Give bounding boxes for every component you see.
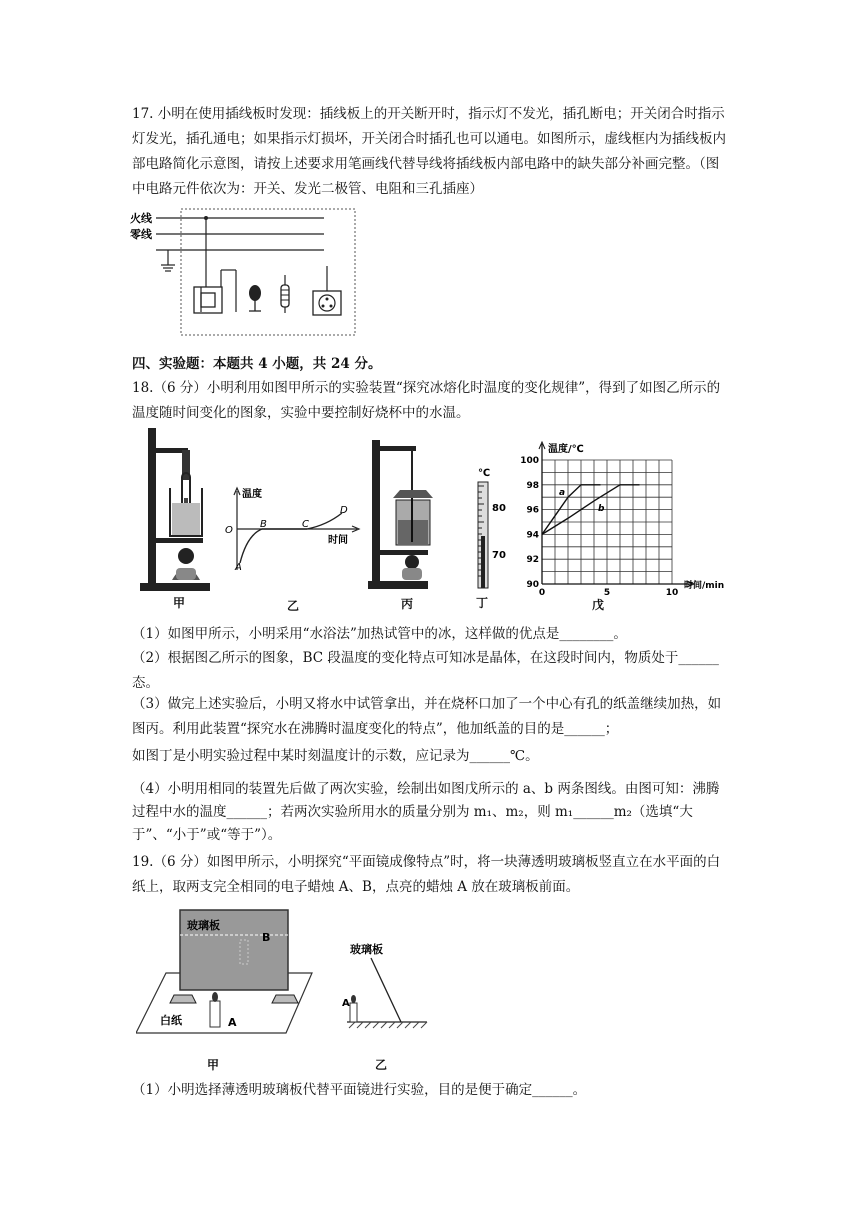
neutral-wire-label: 零线 (130, 228, 152, 241)
graph-yi-point-o: O (225, 525, 233, 536)
figure-yi-temp-graph (222, 485, 362, 575)
chart-xlabel: 时间/min (684, 581, 725, 591)
section-4-heading: 四、实验题：本题共 4 小题，共 24 分。 (132, 356, 382, 372)
x-tick-label: 0 (538, 588, 546, 598)
graph-yi-point-d: D (340, 505, 348, 516)
q19-part1: （1）小明选择薄透明玻璃板代替平面镜进行实验，目的是便于确定______。 (132, 1082, 587, 1098)
q19-intro: 19.（6 分）如图甲所示，小明探究“平面镜成像特点”时，将一块薄透明玻璃板竖直立在水平面的白纸上，取两支完全相同的电子蜡烛 A、B，点亮的蜡烛 A 放在玻璃板前面。 (132, 854, 721, 895)
live-wire-label: 火线 (130, 212, 152, 225)
q19-fig-label-jia: 甲 (207, 1058, 220, 1072)
thermometer-tick-80: 80 (492, 503, 506, 514)
candle-a-label: A (228, 1016, 237, 1029)
q17-text: 17. 小明在使用插线板时发现：插线板上的开关断开时，指示灯不发光，插孔断电；开关闭合时指示灯发光，插孔通电；如果指示灯损坏，开关闭合时插孔也可以通电。如图所示，虚线框内为插线板内部电路简化示意图，请按上述要求用笔画线代替导线将插线板内部电路中的缺失部分补画完整。（图中电路元件依次为：开关、发光二极管、电阻和三孔插座） (132, 106, 726, 197)
fig-label-bing: 丙 (401, 597, 414, 611)
x-tick-label: 5 (603, 588, 611, 598)
q18-part3: （3）做完上述实验后，小明又将水中试管拿出，并在烧杯口加了一个中心有孔的纸盖继续加热，如图丙。利用此装置“探究水在沸腾时温度变化的特点”，他加纸盖的目的是______； (132, 696, 722, 737)
glass-label-side: 玻璃板 (350, 943, 383, 956)
y-tick-label: 90 (526, 580, 539, 590)
fig-label-jia: 甲 (173, 596, 186, 610)
q18-intro: 18.（6 分）小明利用如图甲所示的实验装置“探究冰熔化时温度的变化规律”，得到了如图乙所示的温度随时间变化的图象，实验中要控制好烧杯中的水温。 (132, 380, 721, 421)
figure-mirror-setup (136, 905, 322, 1037)
y-tick-label: 94 (526, 530, 539, 541)
figure-ding-thermometer (468, 466, 513, 591)
candle-a-side-label: A (342, 998, 350, 1009)
q18-part3b: 如图丁是小明实验过程中某时刻温度计的示数，应记录为______℃。 (132, 748, 539, 764)
graph-yi-point-b: B (260, 519, 267, 530)
fig-label-ding: 丁 (476, 596, 489, 610)
y-tick-label: 98 (526, 480, 539, 491)
candle-b-label: B (262, 931, 271, 944)
thermometer-unit: ℃ (478, 468, 491, 479)
graph-yi-point-a: A (235, 562, 242, 573)
fig-label-wu: 戊 (592, 598, 605, 612)
figure-mirror-side-view (335, 940, 435, 1030)
series-label-b: b (598, 503, 605, 514)
x-tick-label: 10 (665, 588, 679, 598)
graph-yi-xlabel: 时间 (328, 535, 348, 546)
y-tick-label: 96 (526, 505, 539, 516)
figure-wu-boiling-chart (520, 440, 742, 608)
series-label-a: a (559, 488, 566, 499)
q19-fig-label-yi: 乙 (375, 1058, 388, 1072)
graph-yi-ylabel: 温度 (242, 489, 262, 500)
chart-ylabel: 温度/℃ (548, 444, 584, 455)
glass-label: 玻璃板 (187, 919, 220, 932)
q18-part4: （4）小明用相同的装置先后做了两次实验，绘制出如图戊所示的 a、b 两条图线。由图可知：沸腾过程中水的温度______；若两次实验所用水的质量分别为 m₁、m₂，则 m₁______m₂（选填“大于”、“小于”或“等于”）。 (132, 781, 720, 843)
thermometer-tick-70: 70 (492, 550, 506, 561)
graph-yi-point-c: C (302, 519, 309, 530)
circuit-diagram (128, 205, 360, 340)
fig-label-yi: 乙 (287, 599, 300, 613)
q18-part1: （1）如图甲所示，小明采用“水浴法”加热试管中的冰，这样做的优点是________。 (132, 626, 627, 642)
q18-part2: （2）根据图乙所示的图象，BC 段温度的变化特点可知冰是晶体，在这段时间内，物质处于______态。 (132, 650, 719, 691)
paper-label: 白纸 (160, 1014, 182, 1027)
y-tick-label: 100 (520, 456, 539, 466)
y-tick-label: 92 (526, 555, 539, 566)
figure-jia-ice-apparatus (138, 428, 218, 593)
figure-bing-boiling-apparatus (368, 440, 443, 590)
